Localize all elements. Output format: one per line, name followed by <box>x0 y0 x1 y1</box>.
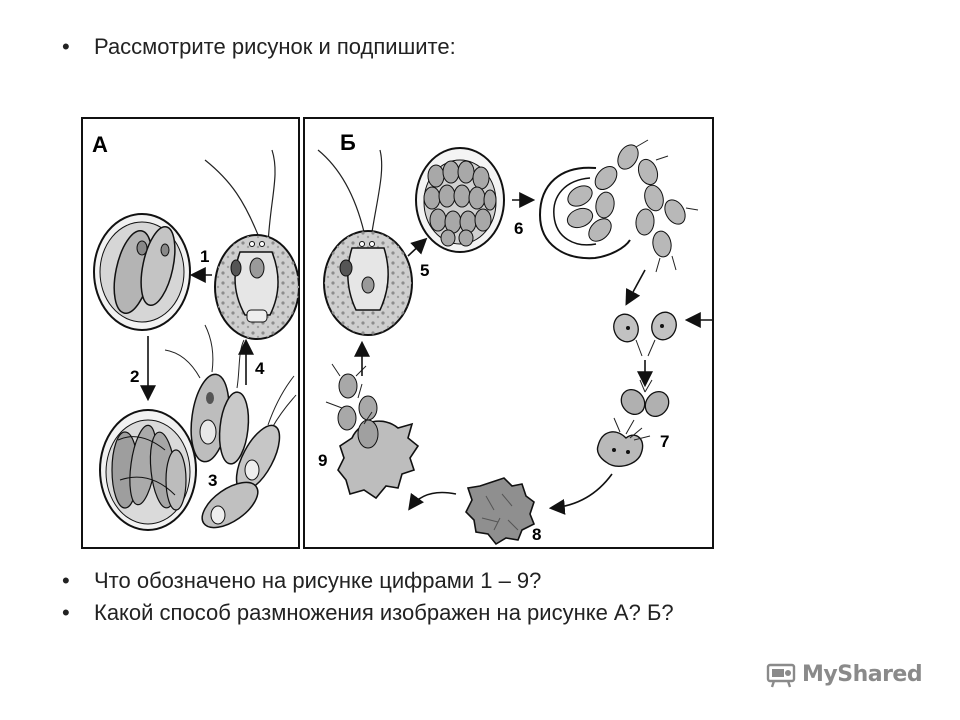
watermark-text: MyShared <box>802 661 923 687</box>
label-4: 4 <box>255 359 265 378</box>
panel-b-label: Б <box>340 130 356 155</box>
label-7: 7 <box>660 432 670 451</box>
label-2: 2 <box>130 367 140 386</box>
label-9: 9 <box>318 451 328 470</box>
label-3: 3 <box>208 471 218 490</box>
gametangium <box>416 148 504 252</box>
projector-icon <box>766 659 796 689</box>
question-1-text: Что обозначено на рисунке цифрами 1 – 9? <box>94 568 542 593</box>
question-2-text: Какой способ размножения изображен на рисунке А? Б? <box>94 600 674 625</box>
bullet: • <box>62 568 70 593</box>
label-5: 5 <box>420 261 430 280</box>
label-1: 1 <box>200 247 210 266</box>
label-6: 6 <box>514 219 524 238</box>
bullet: • <box>62 34 70 59</box>
dividing-cell-two <box>94 214 190 330</box>
label-8: 8 <box>532 525 542 544</box>
panel-a-label: А <box>92 132 108 157</box>
myshared-watermark <box>766 656 922 692</box>
dividing-cell-many <box>100 410 196 530</box>
intro-label: Рассмотрите рисунок и подпишите: <box>94 34 456 59</box>
bullet: • <box>62 600 70 625</box>
